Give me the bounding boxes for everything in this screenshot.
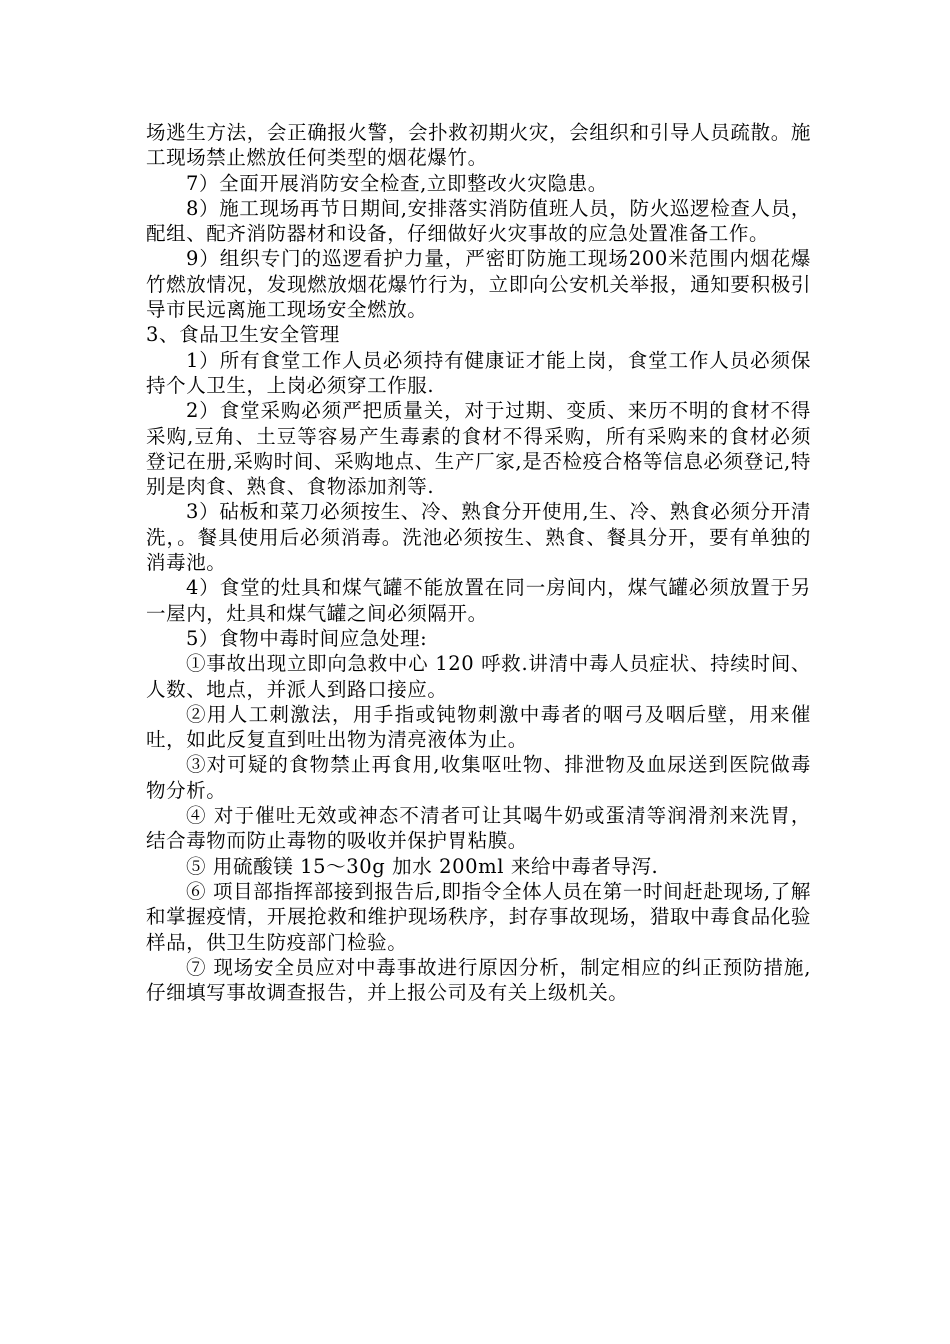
paragraph-emergency-step-3: ③对可疑的食物禁止再食用,收集呕吐物、排泄物及血尿送到医院做毒物分析。 bbox=[146, 753, 811, 802]
paragraph-fire-escape-continued: 场逃生方法，会正确报火警，会扑救初期火灾，会组织和引导人员疏散。施工现场禁止燃放任何类型的烟花爆竹。 bbox=[146, 121, 811, 170]
paragraph-food-item-4: 4）食堂的灶具和煤气罐不能放置在同一房间内，煤气罐必须放置于另一屋内，灶具和煤气罐之间必须隔开。 bbox=[146, 576, 811, 625]
paragraph-food-item-2: 2）食堂采购必须严把质量关，对于过期、变质、来历不明的食材不得采购,豆角、土豆等容易产生毒素的食材不得采购，所有采购来的食材必须登记在册,采购时间、采购地点、生产厂家,是否检疫合格等信息必须登记,特别是肉食、熟食、食物添加剂等. bbox=[146, 399, 811, 499]
paragraph-item-9: 9）组织专门的巡逻看护力量，严密盯防施工现场200米范围内烟花爆竹燃放情况，发现燃放烟花爆竹行为，立即向公安机关举报，通知要积极引导市民远离施工现场安全燃放。 bbox=[146, 247, 811, 322]
paragraph-food-item-1: 1）所有食堂工作人员必须持有健康证才能上岗，食堂工作人员必须保持个人卫生，上岗必须穿工作服. bbox=[146, 348, 811, 397]
paragraph-emergency-step-2: ②用人工刺激法，用手指或钝物刺激中毒者的咽弓及咽后壁，用来催吐，如此反复直到吐出物为清亮液体为止。 bbox=[146, 702, 811, 752]
section-heading-food-safety: 3、食品卫生安全管理 bbox=[146, 323, 340, 347]
paragraph-food-item-5: 5）食物中毒时间应急处理: bbox=[186, 626, 428, 650]
paragraph-item-8: 8）施工现场再节日期间,安排落实消防值班人员，防火巡逻检查人员，配组、配齐消防器材和设备，仔细做好火灾事故的应急处置准备工作。 bbox=[146, 196, 811, 246]
document-page bbox=[146, 120, 811, 1005]
paragraph-emergency-step-7: ⑦ 现场安全员应对中毒事故进行原因分析，制定相应的纠正预防措施,仔细填写事故调查报告，并上报公司及有关上级机关。 bbox=[146, 955, 811, 1005]
paragraph-emergency-step-4: ④ 对于催吐无效或神态不清者可让其喝牛奶或蛋清等润滑剂来洗胃，结合毒物而防止毒物的吸收并保护胃粘膜。 bbox=[146, 804, 811, 853]
paragraph-food-item-3: 3）砧板和菜刀必须按生、冷、熟食分开使用,生、冷、熟食必须分开清洗，。餐具使用后必须消毒。洗池必须按生、熟食、餐具分开，要有单独的消毒池。 bbox=[146, 500, 811, 575]
paragraph-item-7: 7）全面开展消防安全检查,立即整改火灾隐患。 bbox=[186, 171, 608, 195]
paragraph-emergency-step-6: ⑥ 项目部指挥部接到报告后,即指令全体人员在第一时间赶赴现场,了解和掌握疫情，开展抢救和维护现场秩序，封存事故现场，猎取中毒食品化验样品，供卫生防疫部门检验。 bbox=[146, 879, 811, 954]
paragraph-emergency-step-5: ⑤ 用硫酸镁 15～30g 加水 200ml 来给中毒者导泻. bbox=[186, 854, 659, 878]
paragraph-emergency-step-1: ①事故出现立即向急救中心 120 呼救.讲清中毒人员症状、持续时间、人数、地点，并派人到路口接应。 bbox=[146, 652, 811, 701]
